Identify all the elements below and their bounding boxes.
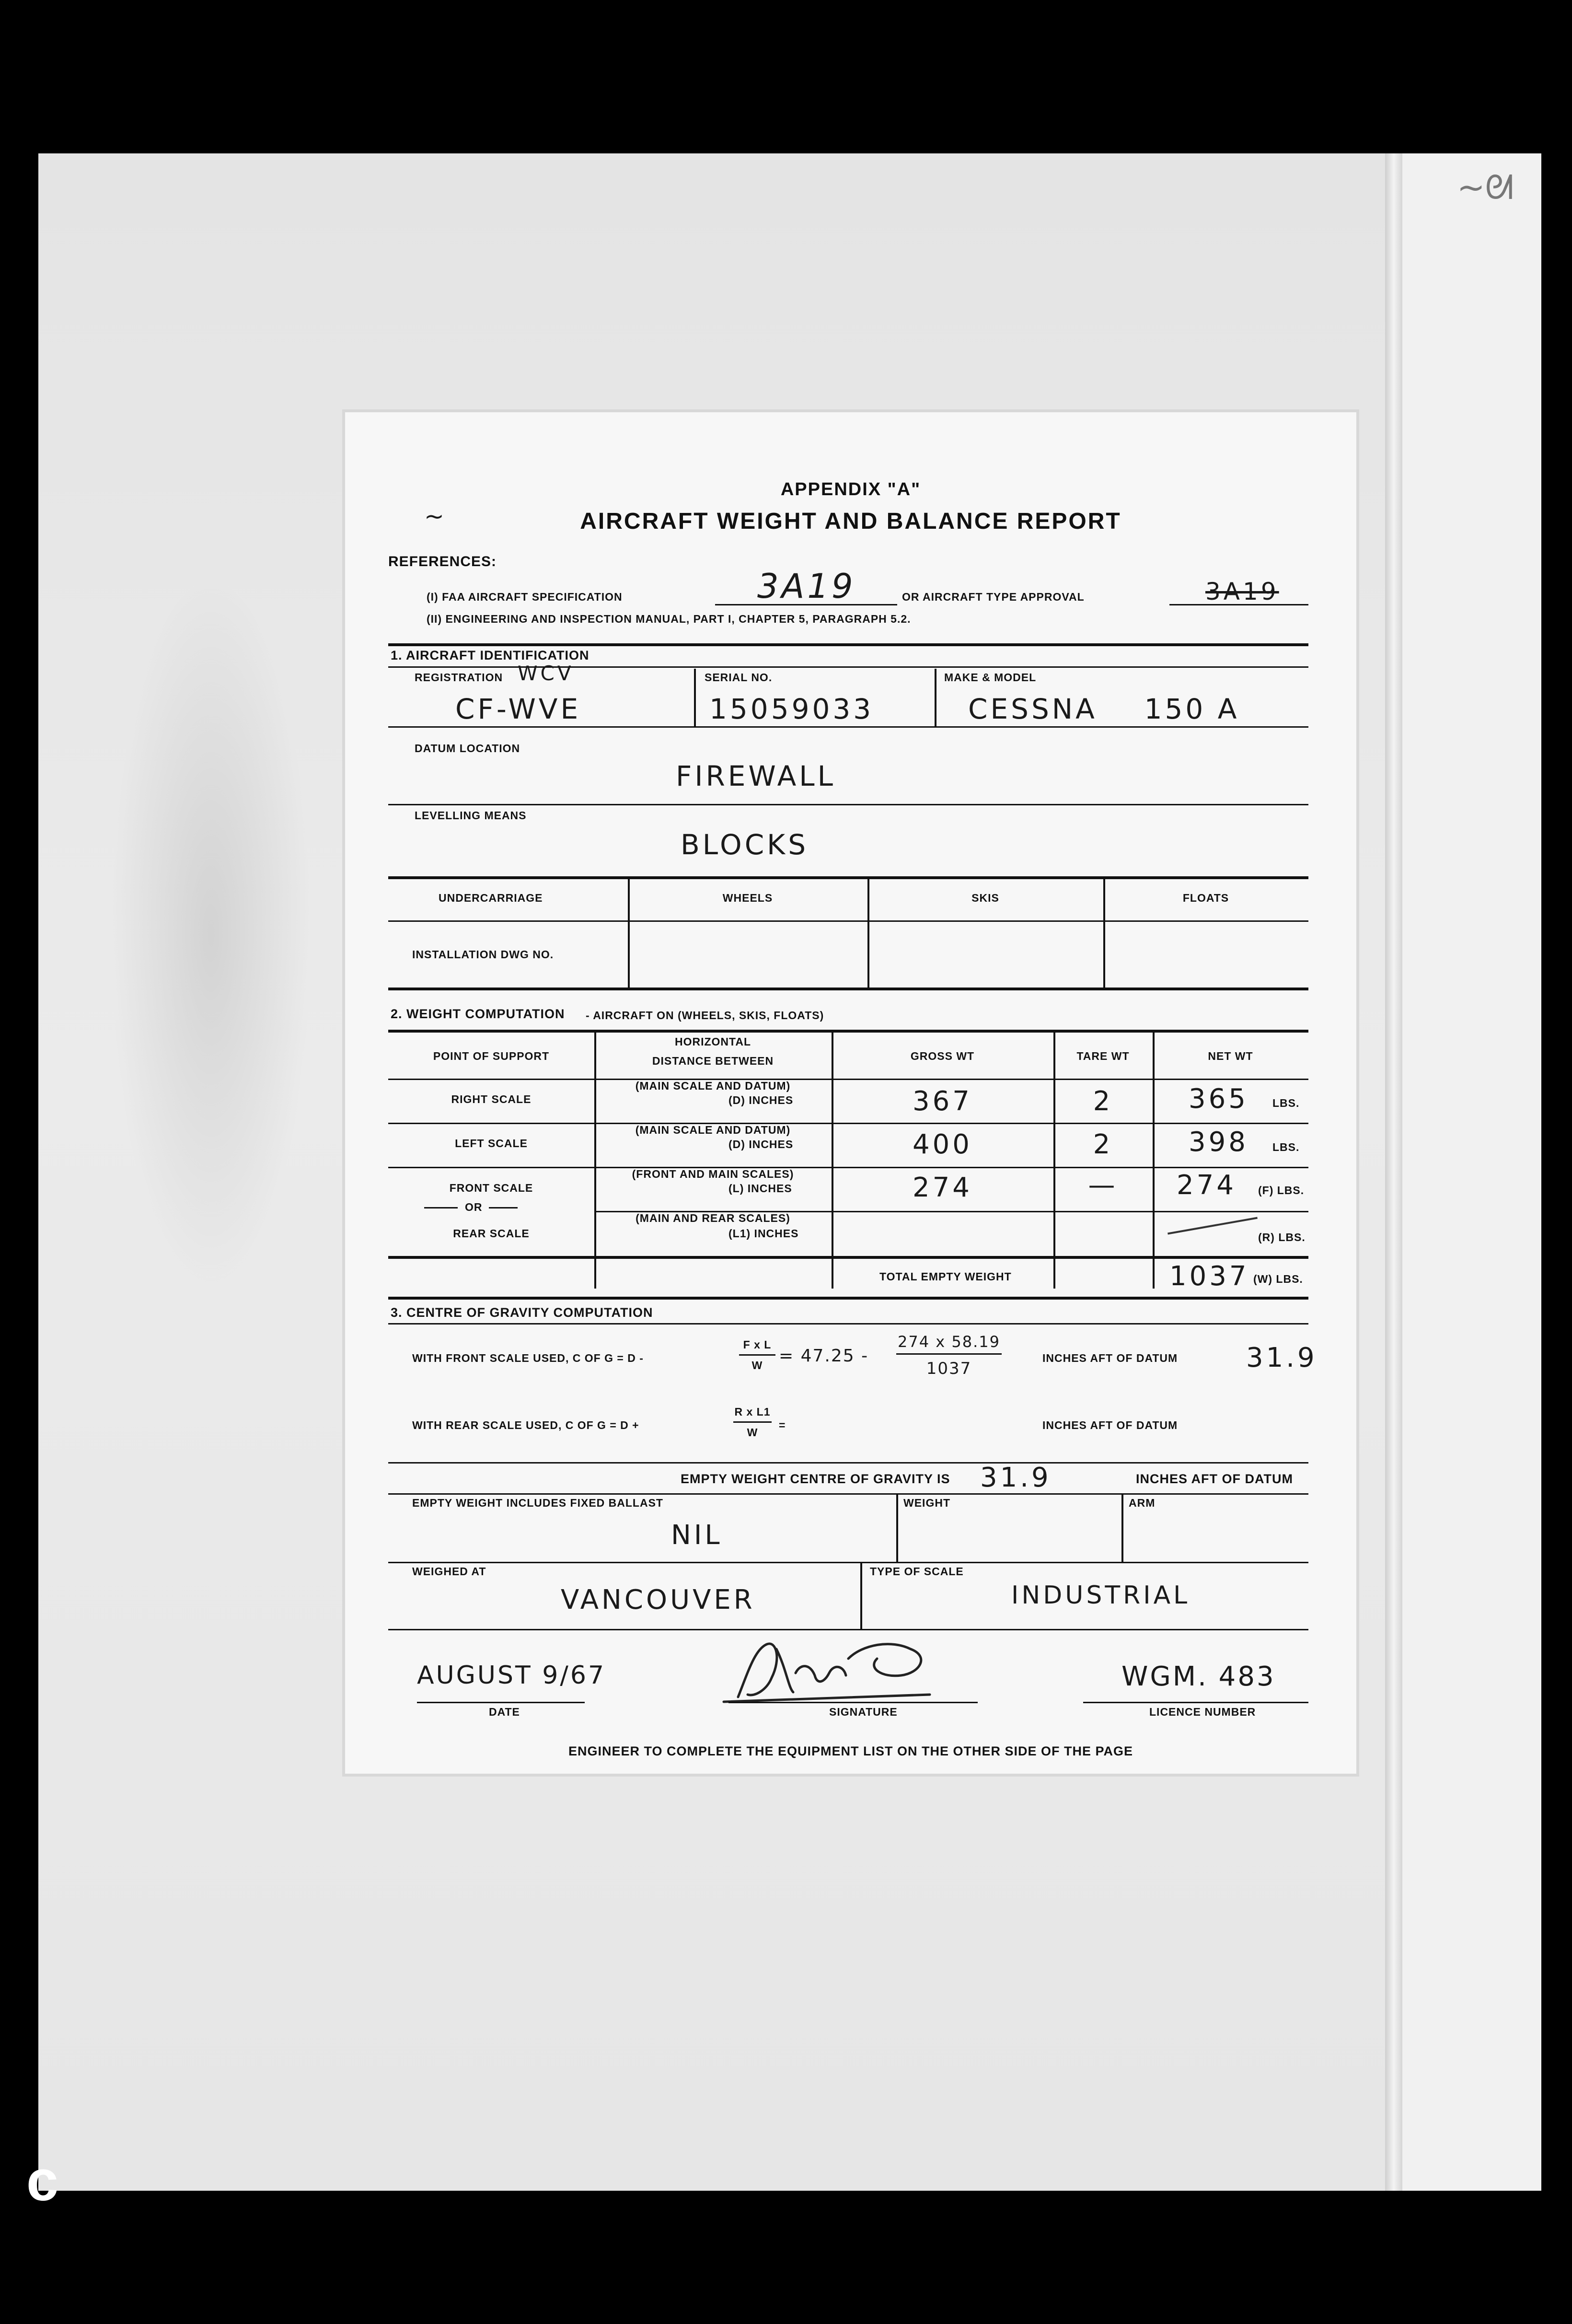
ref1-type-value: 3A19	[1205, 578, 1279, 605]
ballast-row-rule	[388, 1562, 1308, 1563]
table-row-dist2: (L1) INCHES	[728, 1227, 799, 1240]
table-row-tare: 2	[1093, 1086, 1113, 1117]
corner-scribble-icon: ~ᘛ	[1457, 168, 1514, 207]
date-value: AUGUST 9/67	[417, 1661, 606, 1690]
page-right-margin	[1402, 153, 1541, 2191]
section2-title: 2. WEIGHT COMPUTATION	[391, 1007, 565, 1021]
empty-cg-value: 31.9	[980, 1462, 1052, 1493]
col-tare-header: TARE WT	[1076, 1050, 1130, 1062]
section3-title-rule	[388, 1323, 1308, 1325]
levelling-label: LEVELLING MEANS	[415, 809, 527, 822]
table-row-point: REAR SCALE	[453, 1227, 530, 1240]
footer-instruction: ENGINEER TO COMPLETE THE EQUIPMENT LIST ON THE OTHER SIDE OF THE PAGE	[568, 1744, 1133, 1758]
serial-value: 15059033	[709, 693, 874, 725]
table-row-unit: (R) LBS.	[1258, 1231, 1306, 1243]
make-value: CESSNA 150 A	[968, 693, 1240, 725]
rear-net-strike	[1167, 1217, 1258, 1235]
edge-mark-icon: c	[26, 2149, 58, 2213]
table-row-tare: —	[1088, 1170, 1118, 1201]
weight-header-rule	[388, 1079, 1308, 1080]
weight-row-rule	[388, 1167, 1308, 1168]
total-label: TOTAL EMPTY WEIGHT	[879, 1270, 1012, 1283]
date-label: DATE	[489, 1706, 520, 1718]
signature-image	[709, 1630, 959, 1711]
table-row-net: 365	[1189, 1083, 1248, 1115]
page-title: AIRCRAFT WEIGHT AND BALANCE REPORT	[580, 509, 1121, 534]
table-row-point: RIGHT SCALE	[451, 1093, 532, 1105]
ref1-label: (I) FAA AIRCRAFT SPECIFICATION	[427, 591, 623, 603]
total-value: 1037	[1169, 1261, 1249, 1292]
or-dash-left	[424, 1207, 458, 1208]
datum-row-rule	[388, 804, 1308, 805]
front-frac-bar	[739, 1354, 775, 1356]
dash-mark-icon: ~	[424, 502, 447, 530]
weighed-divider	[860, 1563, 862, 1629]
section1-top-rule	[388, 643, 1308, 646]
rear-equals: =	[779, 1419, 786, 1431]
licence-value: WGM. 483	[1121, 1661, 1276, 1692]
table-row-unit: (F) LBS.	[1258, 1184, 1305, 1197]
col-horizontal-header: HORIZONTAL	[674, 1035, 751, 1048]
table-row-dist1: (MAIN AND REAR SCALES)	[636, 1212, 790, 1224]
appendix-label: APPENDIX "A"	[780, 479, 921, 500]
table-row-unit: LBS.	[1272, 1097, 1300, 1109]
levelling-row-rule	[388, 876, 1308, 879]
table-row-dist1: (MAIN SCALE AND DATUM)	[635, 1080, 791, 1092]
skis-label: SKIS	[971, 892, 999, 904]
table-row-point: LEFT SCALE	[455, 1137, 528, 1150]
ballast-divider-1	[896, 1495, 898, 1562]
wt-divider-4	[1153, 1030, 1155, 1289]
table-row-dist2: (D) INCHES	[728, 1138, 794, 1150]
weighed-at-label: WEIGHED AT	[412, 1565, 486, 1578]
weight-table-top	[388, 1030, 1308, 1033]
front-result-label: INCHES AFT OF DATUM	[1042, 1352, 1178, 1364]
ballast-divider-2	[1121, 1495, 1123, 1562]
page-fold	[1385, 153, 1402, 2191]
weight-label: WEIGHT	[903, 1497, 950, 1509]
or-label: OR	[465, 1201, 483, 1213]
ballast-value: NIL	[671, 1520, 723, 1551]
front-formula-label: WITH FRONT SCALE USED, C OF G = D -	[412, 1352, 644, 1364]
installation-label: INSTALLATION DWG NO.	[412, 948, 554, 961]
date-underline	[417, 1702, 585, 1703]
weight-balance-form	[345, 412, 1356, 1774]
wt-divider-1	[594, 1030, 596, 1289]
datum-value: FIREWALL	[676, 760, 836, 792]
table-row-gross: 274	[913, 1172, 972, 1203]
rear-formula-label: WITH REAR SCALE USED, C OF G = D +	[412, 1419, 639, 1431]
ballast-label: EMPTY WEIGHT INCLUDES FIXED BALLAST	[412, 1497, 663, 1509]
col-gross-header: GROSS WT	[910, 1050, 975, 1062]
datum-label: DATUM LOCATION	[415, 742, 520, 755]
front-frac-num: F x L	[743, 1338, 772, 1351]
front-calc-bar	[896, 1353, 1002, 1355]
scale-type-value: INDUSTRIAL	[1011, 1581, 1191, 1610]
table-row-dist1: (MAIN SCALE AND DATUM)	[635, 1124, 791, 1136]
floats-label: FLOATS	[1182, 892, 1229, 904]
uc-bottom-rule	[388, 988, 1308, 990]
section3-title: 3. CENTRE OF GRAVITY COMPUTATION	[391, 1305, 653, 1320]
or-dash-right	[489, 1207, 518, 1208]
ident-row-rule	[388, 726, 1308, 728]
references-label: REFERENCES:	[388, 554, 497, 569]
table-row-point: FRONT SCALE	[449, 1182, 533, 1194]
uc-row-rule	[388, 920, 1308, 922]
registration-label: REGISTRATION	[415, 671, 503, 684]
scan-shadow	[110, 575, 312, 1294]
serial-label: SERIAL NO.	[705, 671, 773, 684]
signature-label: SIGNATURE	[829, 1706, 898, 1718]
make-label: MAKE & MODEL	[944, 671, 1037, 684]
section1-title: 1. AIRCRAFT IDENTIFICATION	[391, 648, 590, 662]
table-row-dist1: (FRONT AND MAIN SCALES)	[632, 1168, 794, 1180]
front-calc-num: 274 x 58.19	[898, 1333, 1000, 1351]
weight-table-bottom	[388, 1256, 1308, 1259]
registration-correction: WCV	[518, 662, 574, 685]
front-result-value: 31.9	[1246, 1342, 1318, 1373]
arm-label: ARM	[1129, 1497, 1156, 1509]
weighed-at-value: VANCOUVER	[561, 1584, 755, 1615]
table-row-gross: 367	[913, 1086, 972, 1117]
registration-value: CF-WVE	[455, 693, 581, 725]
ref1-value: 3A19	[757, 567, 856, 606]
signature-underline	[728, 1702, 978, 1703]
section2-subtitle: - AIRCRAFT ON (WHEELS, SKIS, FLOATS)	[586, 1009, 824, 1022]
empty-cg-unit: INCHES AFT OF DATUM	[1136, 1472, 1293, 1486]
empty-cg-rule	[388, 1493, 1308, 1495]
licence-underline	[1083, 1702, 1308, 1703]
table-row-gross: 400	[913, 1129, 972, 1160]
table-row-dist2: (L) INCHES	[728, 1182, 792, 1195]
rear-formula-rule	[388, 1462, 1308, 1464]
rear-frac-den: W	[747, 1426, 758, 1439]
ref2-label: (II) ENGINEERING AND INSPECTION MANUAL, PART I, CHAPTER 5, PARAGRAPH 5.2.	[427, 613, 911, 625]
levelling-value: BLOCKS	[681, 828, 809, 861]
table-row-net: 398	[1189, 1127, 1248, 1158]
total-unit: (W) LBS.	[1253, 1273, 1303, 1285]
col-point-header: POINT OF SUPPORT	[433, 1050, 550, 1062]
ref1-type-label: OR AIRCRAFT TYPE APPROVAL	[902, 591, 1085, 603]
licence-label: LICENCE NUMBER	[1149, 1706, 1256, 1718]
front-calc-prefix: = 47.25 -	[779, 1346, 869, 1366]
front-calc-den: 1037	[926, 1359, 972, 1378]
table-row-net: 274	[1177, 1170, 1237, 1201]
table-row-unit: LBS.	[1272, 1141, 1300, 1153]
rear-frac-num: R x L1	[734, 1406, 771, 1418]
scale-type-label: TYPE OF SCALE	[870, 1565, 964, 1578]
table-row-tare: 2	[1093, 1129, 1113, 1160]
undercarriage-label: UNDERCARRIAGE	[439, 892, 543, 904]
col-distance-header: DISTANCE BETWEEN	[652, 1055, 774, 1067]
section2-bottom-rule	[388, 1297, 1308, 1300]
table-row-dist2: (D) INCHES	[728, 1094, 794, 1106]
rear-frac-bar	[733, 1421, 772, 1423]
section1-divider-1	[694, 669, 696, 726]
front-frac-den: W	[751, 1359, 763, 1371]
section1-divider-2	[935, 669, 936, 726]
col-net-header: NET WT	[1208, 1050, 1253, 1062]
wheels-label: WHEELS	[722, 892, 773, 904]
rear-result-label: INCHES AFT OF DATUM	[1042, 1419, 1178, 1431]
weight-row-rule	[388, 1123, 1308, 1124]
empty-cg-label: EMPTY WEIGHT CENTRE OF GRAVITY IS	[681, 1472, 950, 1486]
